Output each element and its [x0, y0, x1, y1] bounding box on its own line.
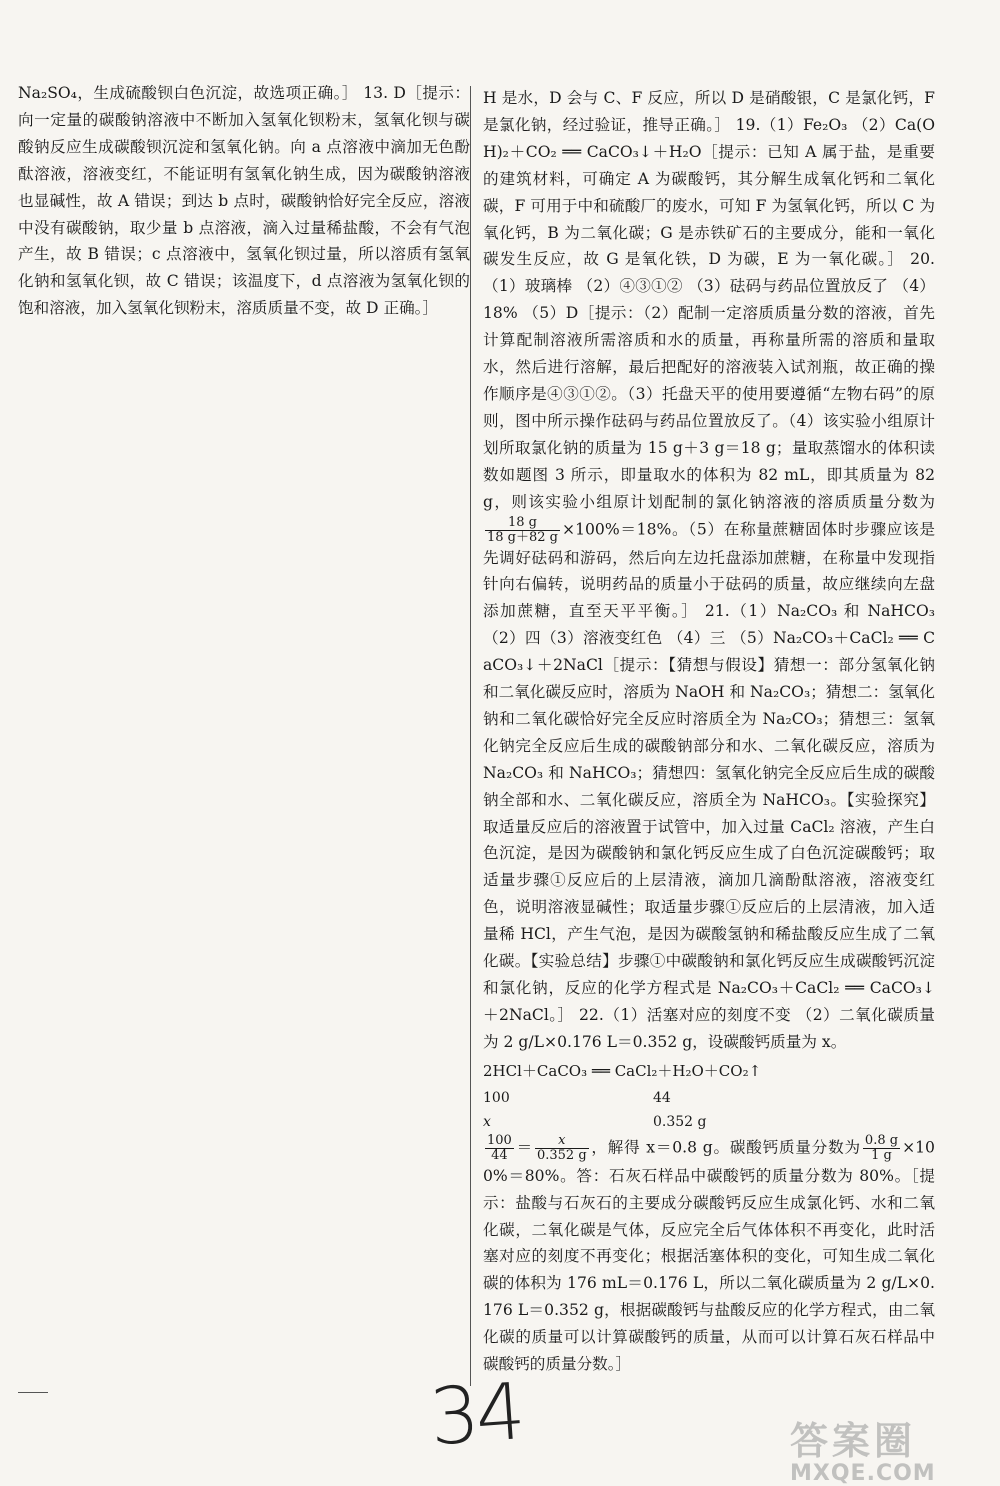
fraction-ratio-right: $\frac{x}{0.352 g}$ — [536, 1132, 587, 1163]
fraction-percentage: $\frac{0.8 g}{1 g}$ — [864, 1132, 899, 1163]
solution-text: $\frac{100}{44}$ ＝ $\frac{x}{0.352 g}$ ，解得 x＝0.8 g。碳酸钙质量分数为 $\frac{0.8 g}{1 g}$ ×100%＝80%。答：石灰石样品中碳酸钙的质量分数为 80%。［提示：盐酸与石灰石的主要成分碳酸钙反应生成氯化钙、水和二氧化碳，二氧化碳是气体，反应完全后气体体积不再变化，此时活塞对应的刻度不再变化；根据活塞体积的变化，可知生成二氧化碳的体积为 176 mL＝0.176 L，所以二氧化碳质量为 2 g/L×0.176 L＝0.352 g，根据碳酸钙与盐酸反应的化学方程式，由二氧化碳的质量可以计算碳酸钙的质量，从而可以计算石灰石样品中碳酸钙的质量分数。］ — [483, 1132, 935, 1374]
watermark-url: MXQE.COM — [790, 1461, 936, 1486]
right-text-top: H 是水，D 会与 C、F 反应，所以 D 是硝酸银，C 是氯化钙，F 是氯化钠，经过验证，推导正确。］ 19.（1）Fe₂O₃ （2）Ca(OH)₂＋CO₂ ══ CaCO₃↓＋H₂O［提示：已知 A 属于盐，是重要的建筑材料，可确定 A 为碳酸钙，其分解生成氧化钙和二氧化碳，F 可用于中和硫酸厂的废水，可知 F 为氢氧化钙，所以 C 为氧化钙，B 为二氧化碳；G 是赤铁矿石的主要成分，能和一氧化碳发生反应，故 G 是氧化铁，D 为碳，E 为一氧化碳。］ 20.（1）玻璃棒 （2）④③①② （3）砝码与药品位置放反了 （4）18% （5）D［提示：（2）配制一定溶质质量分数的溶液，首先计算配制溶液所需溶质和水的质量，再称量所需的溶质和量取水，然后进行溶解，最后把配好的溶液装入试剂瓶，故正确的操作顺序是④③①②。（3）托盘天平的使用要遵循“左物右码”的原则，图中所示操作砝码与药品位置放反了。（4）该实验小组原计划所取氯化钠的质量为 15 g＋3 g＝18 g；量取蒸馏水的体积读数如题图 3 所示，即量取水的体积为 82 mL，即其质量为 82 g，则该实验小组原计划配制的氯化钠溶液的溶质质量分数为 — [483, 89, 935, 511]
left-column — [18, 80, 470, 322]
right-column-text — [483, 85, 935, 1056]
fraction-ratio-left: $\frac{100}{44}$ — [487, 1132, 512, 1163]
right-text-mid: ×100%＝18%。（5）在称量蔗糖固体时步骤应该是先调好砝码和游码，然后向左边托盘添加蔗糖，在称量中发现指针向右偏转，说明药品的质量小于砝码的质量，故应继续向左盘添加蔗糖，直至天平平衡。］ 21.（1）Na₂CO₃ 和 NaHCO₃ （2）四（3）溶液变红色 （4）三 （5）Na₂CO₃＋CaCl₂ ══ CaCO₃↓＋2NaCl［提示：【猜想与假设】猜想一：部分氢氧化钠和二氧化碳反应时，溶质为 NaOH 和 Na₂CO₃；猜想二：氢氧化钠和二氧化碳恰好完全反应时溶质全为 Na₂CO₃；猜想三：氢氧化钠完全反应后生成的碳酸钠部分和水、二氧化碳反应，溶质为 Na₂CO₃ 和 NaHCO₃；猜想四：氢氧化钠完全反应后生成的碳酸钠全部和水、二氧化碳反应，溶质全为 NaHCO₃。【实验探究】取适量反应后的溶液置于试管中，加入过量 CaCl₂ 溶液，产生白色沉淀，是因为碳酸钠和氯化钙反应生成了白色沉淀碳酸钙；取适量步骤①反应后的上层清液，滴加几滴酚酞溶液，溶液变红色，说明溶液显碱性；取适量步骤①反应后的上层清液，加入适量稀 HCl，产生气泡，是因为碳酸氢钠和稀盐酸反应生成了二氧化碳。【实验总结】步骤①中碳酸钠和氯化钙反应生成碳酸钙沉淀和氯化钠，反应的化学方程式是 Na₂CO₃＋CaCl₂ ══ CaCO₃↓＋2NaCl。］ 22.（1）活塞对应的刻度不变 （2）二氧化碳质量为 2 g/L×0.176 L＝0.352 g，设碳酸钙质量为 x。 — [483, 520, 935, 1051]
fraction-solute: $\frac{18 g}{18 g+82 g}$ — [487, 514, 558, 545]
equation-ratio-row: 100 44 — [483, 1089, 671, 1106]
watermark-title: 答案圈 — [790, 1419, 917, 1463]
watermark-logo — [790, 1410, 990, 1486]
footer-rule — [18, 1392, 48, 1393]
left-column-text: Na₂SO₄，生成硫酸钡白色沉淀，故选项正确。］ 13. D［提示：向一定量的碳酸钠溶液中不断加入氢氧化钡粉末，氢氧化钡与碳酸钠反应生成碳酸钡沉淀和氢氧化钠。向 a 点溶液中滴加无色酚酞溶液，溶液变红，不能证明有氢氧化钠生成，因为碳酸钠溶液也显碱性，故 A 错误；到达 b 点时，碳酸钠恰好完全反应，溶液中没有碳酸钠，取少量 b 点溶液，滴入过量稀盐酸，不会有气泡产生，故 B 错误；c 点溶液中，氢氧化钡过量，所以溶质有氢氧化钠和氢氧化钡，故 C 错误；该温度下，d 点溶液为氢氧化钡的饱和溶液，加入氢氧化钡粉末，溶质质量不变，故 D 正确。］ — [18, 84, 470, 318]
equation-value-row: x 0.352 g — [483, 1113, 707, 1130]
page-number: 34 — [426, 1367, 525, 1464]
chemical-equation: 2HCl＋CaCO₃ ══ CaCl₂＋H₂O＋CO₂↑ — [483, 1061, 762, 1080]
column-divider — [470, 86, 471, 1386]
right-column — [483, 85, 935, 1378]
